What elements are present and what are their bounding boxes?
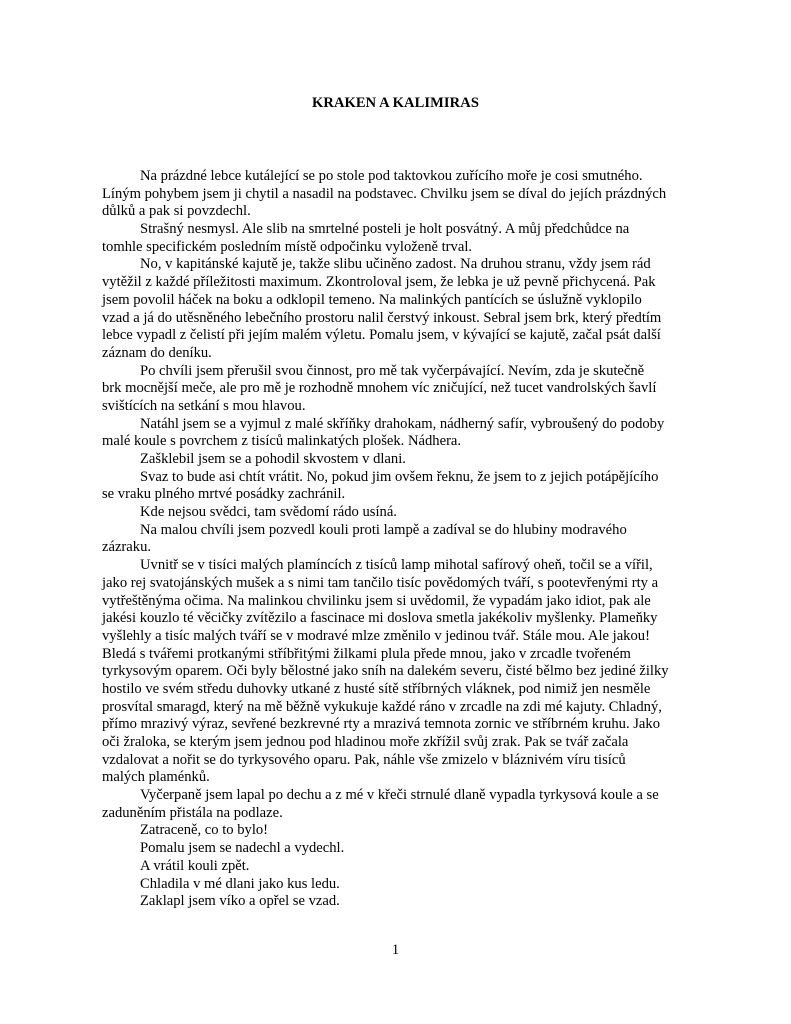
text-line: se vraku plného mrtvé posádky zachránil. xyxy=(102,486,346,503)
text-line: Uvnitř se v tisíci malých plamíncích z tisíců lamp mihotal safírový oheň, točil se a vířil, xyxy=(140,557,653,574)
text-line: jsem povolil háček na boku a odklopil temeno. Na malinkých pantících se úslužně vyklopilo xyxy=(102,291,642,308)
text-line: přímo mrazivý výraz, sevřené bezkrevné rty a mrazivá temnota zornic ve stříbrném kruhu. Jako xyxy=(102,716,660,733)
document-title: KRAKEN A KALIMIRAS xyxy=(312,95,479,111)
text-line: vzdalovat a nořit se do tyrkysového oparu. Pak, náhle vše zmizelo v bláznivém víru tisíců xyxy=(102,751,626,768)
text-line: Strašný nesmysl. Ale slib na smrtelné posteli je holt posvátný. A můj předchůdce na xyxy=(140,221,630,238)
text-line: brk mocnější meče, ale pro mě je rozhodně mnohem víc zničující, než tucet vandrolských šavlí xyxy=(102,380,657,397)
text-line: Zašklebil jsem se a pohodil skvostem v dlani. xyxy=(140,451,406,467)
text-line: svištících na setkání s mou hlavou. xyxy=(102,397,306,414)
text-line: hostilo ve svém středu duhovky utkané z husté sítě stříbrných vláknek, pod nimiž jen nesměle xyxy=(102,680,651,697)
text-line: jakési kouzlo té věcičky zvítězilo a fascinace mi doslova smetla jakékoliv myšlenky. Plameňky xyxy=(102,610,658,627)
text-line: tyrkysovým oparem. Oči byly bělostné jako sníh na dalekém severu, čisté bělmo bez jediné žilky xyxy=(102,663,669,680)
text-line: malé koule s povrchem z tisíců malinkatých plošek. Nádhera. xyxy=(102,433,462,450)
text-line: důlků a pak si povzdechl. xyxy=(102,203,251,220)
document-body xyxy=(102,168,702,911)
text-line: Zaklapl jsem víko a opřel se vzad. xyxy=(140,893,340,910)
text-line: lebce vypadl z čelistí při jejím malém výletu. Pomalu jsem, v kývající se kajutě, začal psát další xyxy=(102,327,661,344)
text-line: Líným pohybem jsem ji chytil a nasadil na podstavec. Chvilku jsem se díval do jejích prázdných xyxy=(102,185,667,202)
text-line: Natáhl jsem se a vyjmul z malé skříňky drahokam, nádherný safír, vybroušený do podoby xyxy=(140,415,665,432)
text-line: Svaz to bude asi chtít vrátit. No, pokud jim ovšem řeknu, že jsem to z jejich potápějícího xyxy=(140,468,659,485)
page-number: 1 xyxy=(391,942,400,958)
text-line: vytřeštěnýma očima. Na malinkou chvilinku jsem si uvědomil, že vypadám jako idiot, pak ale xyxy=(102,592,651,609)
text-line: No, v kapitánské kajutě je, takže slibu učiněno zadost. Na druhou stranu, vždy jsem rád xyxy=(140,256,651,273)
text-line: Pomalu jsem se nadechl a vydechl. xyxy=(140,840,345,857)
text-line: oči žraloka, se kterým jsem jednou pod hladinou moře zkřížil svůj zrak. Pak se tvář začala xyxy=(102,734,629,750)
text-line: prosvítal smaragd, který na mě běžně vykukuje každé ráno v zrcadle na zdi mé kajuty. Chladný, xyxy=(102,698,662,715)
text-line: Bledá s tvářemi protkanými stříbřitými žilkami plula přede mnou, jako v zrcadle tvořeném xyxy=(102,645,631,662)
text-line: Na prázdné lebce kutálející se po stole pod taktovkou zuřícího moře je cosi smutného. xyxy=(140,168,643,184)
text-line: vytěžil z každé příležitosti maximum. Zkontroloval jsem, že lebka je už pevně přichycená. Pak xyxy=(102,274,656,291)
text-line: A vrátil kouli zpět. xyxy=(140,857,250,874)
text-line: záznam do deníku. xyxy=(102,344,212,361)
text-line: Zatraceně, co to bylo! xyxy=(140,822,269,839)
text-line: vyšlehly a tisíc malých tváří se v modravé mlze změnilo v jedinou tvář. Stále mou. Ale jakou! xyxy=(102,627,650,644)
text-line: tomhle specifickém posledním místě odpočinku vyloženě trval. xyxy=(102,238,473,255)
text-line: Na malou chvíli jsem pozvedl kouli proti lampě a zadíval se do hlubiny modravého xyxy=(140,521,627,538)
text-line: jako rej svatojánských mušek a s nimi tam tančilo tisíc povědomých tváří, s pootevřenými rty a xyxy=(102,574,659,591)
text-line: Chladila v mé dlani jako kus ledu. xyxy=(140,875,340,892)
text-line: Vyčerpaně jsem lapal po dechu a z mé v křeči strnulé dlaně vypadla tyrkysová koule a se xyxy=(140,787,659,804)
text-line: vzad a já do utěsněného lebečního prostoru nalil čerstvý inkoust. Sebral jsem brk, který předtím xyxy=(102,309,662,326)
text-line: Kde nejsou svědci, tam svědomí rádo usíná. xyxy=(140,504,397,521)
text-line: zaduněním přistála na podlaze. xyxy=(102,804,283,821)
text-line: malých plaménků. xyxy=(102,769,210,786)
text-line: zázraku. xyxy=(102,539,152,556)
text-line: Po chvíli jsem přerušil svou činnost, pro mě tak vyčerpávající. Nevím, zda je skutečně xyxy=(140,362,645,379)
